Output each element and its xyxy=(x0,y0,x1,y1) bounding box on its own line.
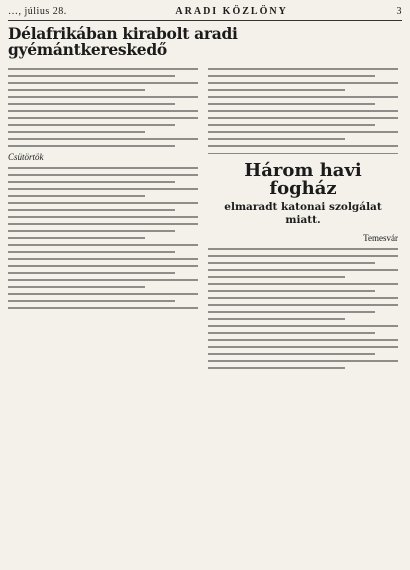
right-column-text-placeholders-top xyxy=(208,68,398,147)
main-headline: Délafrikában kirabolt aradi gyémántkereskedő xyxy=(8,24,238,60)
masthead: ARADI KÖZLÖNY xyxy=(175,6,288,17)
left-column xyxy=(8,63,198,374)
right-article-headline xyxy=(208,159,398,227)
right-article-headline-line2: elmaradt katonai szolgálat miatt. xyxy=(224,201,382,226)
page-number: 3 xyxy=(396,6,402,17)
right-column-text-placeholders-bottom xyxy=(208,248,398,369)
right-column xyxy=(208,63,398,374)
right-article-dateline: Temesvár xyxy=(363,232,398,243)
columns xyxy=(8,63,402,374)
right-article-headline-line1: Három havi fogház xyxy=(244,159,362,200)
left-column-text-placeholders xyxy=(8,68,198,147)
separator xyxy=(208,153,398,154)
page-header xyxy=(8,6,402,21)
issue-date: …, július 28. xyxy=(8,6,67,17)
left-column-text-placeholders-2 xyxy=(8,167,198,309)
left-column-dateline: Csütörtök xyxy=(8,151,44,162)
